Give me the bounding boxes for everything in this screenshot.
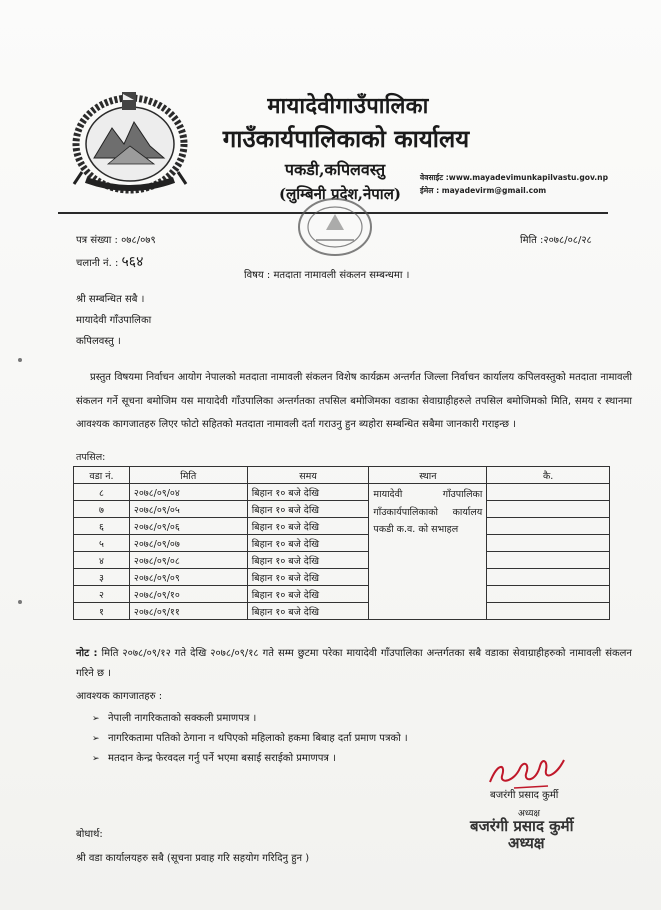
email-label: ईमेल — [420, 186, 434, 195]
table-row — [74, 552, 610, 569]
date-cell: २०७८/०९/०८ — [129, 552, 247, 569]
office-stamp-icon — [296, 196, 374, 258]
time-cell: बिहान १० बजे देखि — [247, 569, 369, 586]
email-line — [420, 186, 546, 196]
table-header-row — [74, 467, 610, 484]
signatory-name: बजरंगी प्रसाद कुर्मी — [490, 790, 559, 801]
arrow-bullet-icon: ➢ — [92, 754, 100, 764]
remarks-cell — [487, 552, 610, 569]
website-line — [420, 173, 608, 183]
recipient-line-3: कपिलवस्तु । — [76, 336, 121, 347]
remarks-cell — [487, 535, 610, 552]
table-row — [74, 586, 610, 603]
seal-role: अध्यक्ष — [508, 834, 545, 852]
note-text: मिति २०७८/०९/१२ गते देखि २०७८/०९/१८ गते सम्म छुटमा परेका मायादेवी गाँउपालिका अन्तर्गतका सबै वडाका सेवाग्राहीहरुको नामावली संकलन गरिने छ । — [76, 648, 632, 679]
nepal-emblem-icon — [68, 88, 192, 196]
email-address: : mayadevirm@gmail.com — [436, 186, 547, 195]
seal-name: बजरंगी प्रसाद कुर्मी — [470, 817, 574, 835]
time-cell: बिहान १० बजे देखि — [247, 535, 369, 552]
document-item-text: नेपाली नागरिकताको सक्कली प्रमाणपत्र । — [108, 713, 257, 724]
ward-cell: २ — [74, 586, 130, 603]
dispatch-label: चलानी नं. : — [76, 258, 119, 269]
signature-mark — [484, 752, 574, 792]
time-cell: बिहान १० बजे देखि — [247, 518, 369, 535]
date-cell: २०७८/०९/११ — [129, 603, 247, 620]
remarks-cell — [487, 603, 610, 620]
signatory-role: अध्यक्ष — [518, 809, 540, 819]
ward-cell: ७ — [74, 501, 130, 518]
table-row — [74, 603, 610, 620]
website-url: :www.mayadevimunkapilvastu.gov.np — [445, 173, 609, 182]
document-item — [92, 730, 408, 744]
time-cell: बिहान १० बजे देखि — [247, 603, 369, 620]
remarks-cell — [487, 518, 610, 535]
arrow-bullet-icon: ➢ — [92, 734, 100, 744]
time-cell: बिहान १० बजे देखि — [247, 484, 369, 501]
office-name: गाउँकार्यपालिकाको कार्यालय — [222, 124, 470, 153]
table-row — [74, 484, 610, 501]
col-remarks: कै. — [487, 467, 610, 484]
remarks-cell — [487, 501, 610, 518]
remarks-cell — [487, 586, 610, 603]
municipality-name: मायादेवीगाउँपालिका — [267, 93, 429, 119]
note-label: नोट : — [76, 648, 98, 659]
time-cell: बिहान १० बजे देखि — [247, 552, 369, 569]
ward-cell: ४ — [74, 552, 130, 569]
dispatch-number: ५६४ — [121, 254, 144, 270]
ward-cell: ५ — [74, 535, 130, 552]
letter-body: प्रस्तुत विषयमा निर्वाचन आयोग नेपालको मतदाता नामावली संकलन विशेष कार्यक्रम अन्तर्गत जिल्ला निर्वाचन कार्यालय कपिलवस्तुको मतदाता नामावली संकलन गर्ने सूचना बमोजिम यस मायादेवी गाँउपालिका अन्तर्गतका तपसिल बमोजिमका वडाका सेवाग्राहीहरुले तपसिल बमोजिमको मिति, समय र स्थानमा आवश्यक कागजातहरु लिएर फोटो सहितको मतदाता नामावली दर्ता गराउनु हुन ब्यहोरा सम्बन्धित सबैमा जानकारी गराइन्छ । — [76, 372, 632, 430]
time-cell: बिहान १० बजे देखि — [247, 501, 369, 518]
date-cell: २०७८/०९/०७ — [129, 535, 247, 552]
ward-cell: १ — [74, 603, 130, 620]
cc-line: श्री वडा कार्यालयहरु सबै (सूचना प्रवाह गरि सहयोग गरिदिनु हुन ) — [76, 853, 310, 864]
time-cell: बिहान १० बजे देखि — [247, 586, 369, 603]
col-place: स्थान — [369, 467, 487, 484]
dispatch-line — [76, 252, 143, 271]
ward-cell: ८ — [74, 484, 130, 501]
remarks-cell — [487, 569, 610, 586]
document-item — [92, 710, 256, 724]
date-cell: २०७८/०९/१० — [129, 586, 247, 603]
table-row — [74, 518, 610, 535]
document-item-text: मतदान केन्द्र फेरवदल गर्नु पर्ने भएमा बसाई सराईको प्रमाणपत्र । — [108, 753, 336, 764]
arrow-bullet-icon: ➢ — [92, 714, 100, 724]
punch-mark — [18, 600, 22, 604]
document-item-text: नागरिकतामा पतिको ठेगाना न थपिएको महिलाको हकमा बिबाह दर्ता प्रमाण पत्रको । — [108, 733, 408, 744]
letter-subject: विषय : मतदाता नामावली संकलन सम्बन्धमा । — [244, 270, 410, 281]
date-cell: २०७८/०९/०६ — [129, 518, 247, 535]
document-item — [92, 750, 336, 764]
office-place: पकडी,कपिलवस्तु — [284, 160, 386, 179]
table-row — [74, 501, 610, 518]
recipient-line-2: मायादेवी गाँउपालिका — [76, 315, 152, 326]
ref-number: पत्र संख्या : ०७८/०७९ — [76, 235, 156, 246]
date-cell: २०७८/०९/०४ — [129, 484, 247, 501]
ward-cell: ३ — [74, 569, 130, 586]
note-paragraph — [76, 644, 632, 684]
ward-cell: ६ — [74, 518, 130, 535]
schedule-label: तपसिल: — [76, 452, 106, 463]
date-cell: २०७८/०९/०५ — [129, 501, 247, 518]
col-time: समय — [247, 467, 369, 484]
website-label: वेवसाईट — [420, 173, 444, 182]
documents-heading: आवश्यक कागजातहरु : — [76, 691, 163, 702]
province-name: (लुम्बिनी प्रदेश,नेपाल) — [279, 185, 401, 203]
table-row — [74, 535, 610, 552]
schedule-table — [73, 466, 610, 620]
punch-mark — [18, 358, 22, 362]
table-row — [74, 569, 610, 586]
remarks-cell — [487, 484, 610, 501]
place-cell: मायादेवी गाँउपालिका गाँउकार्यपालिकाको कार्यालय पकडी क.व. को सभाहल — [369, 484, 487, 620]
col-ward: वडा नं. — [74, 467, 130, 484]
date-cell: २०७८/०९/०९ — [129, 569, 247, 586]
recipient-line-1: श्री सम्बन्धित सबै । — [76, 294, 145, 305]
cc-heading: बोधार्थ: — [76, 829, 103, 840]
letter-date: मिति :२०७८/०८/२८ — [520, 235, 592, 246]
col-date: मिति — [129, 467, 247, 484]
